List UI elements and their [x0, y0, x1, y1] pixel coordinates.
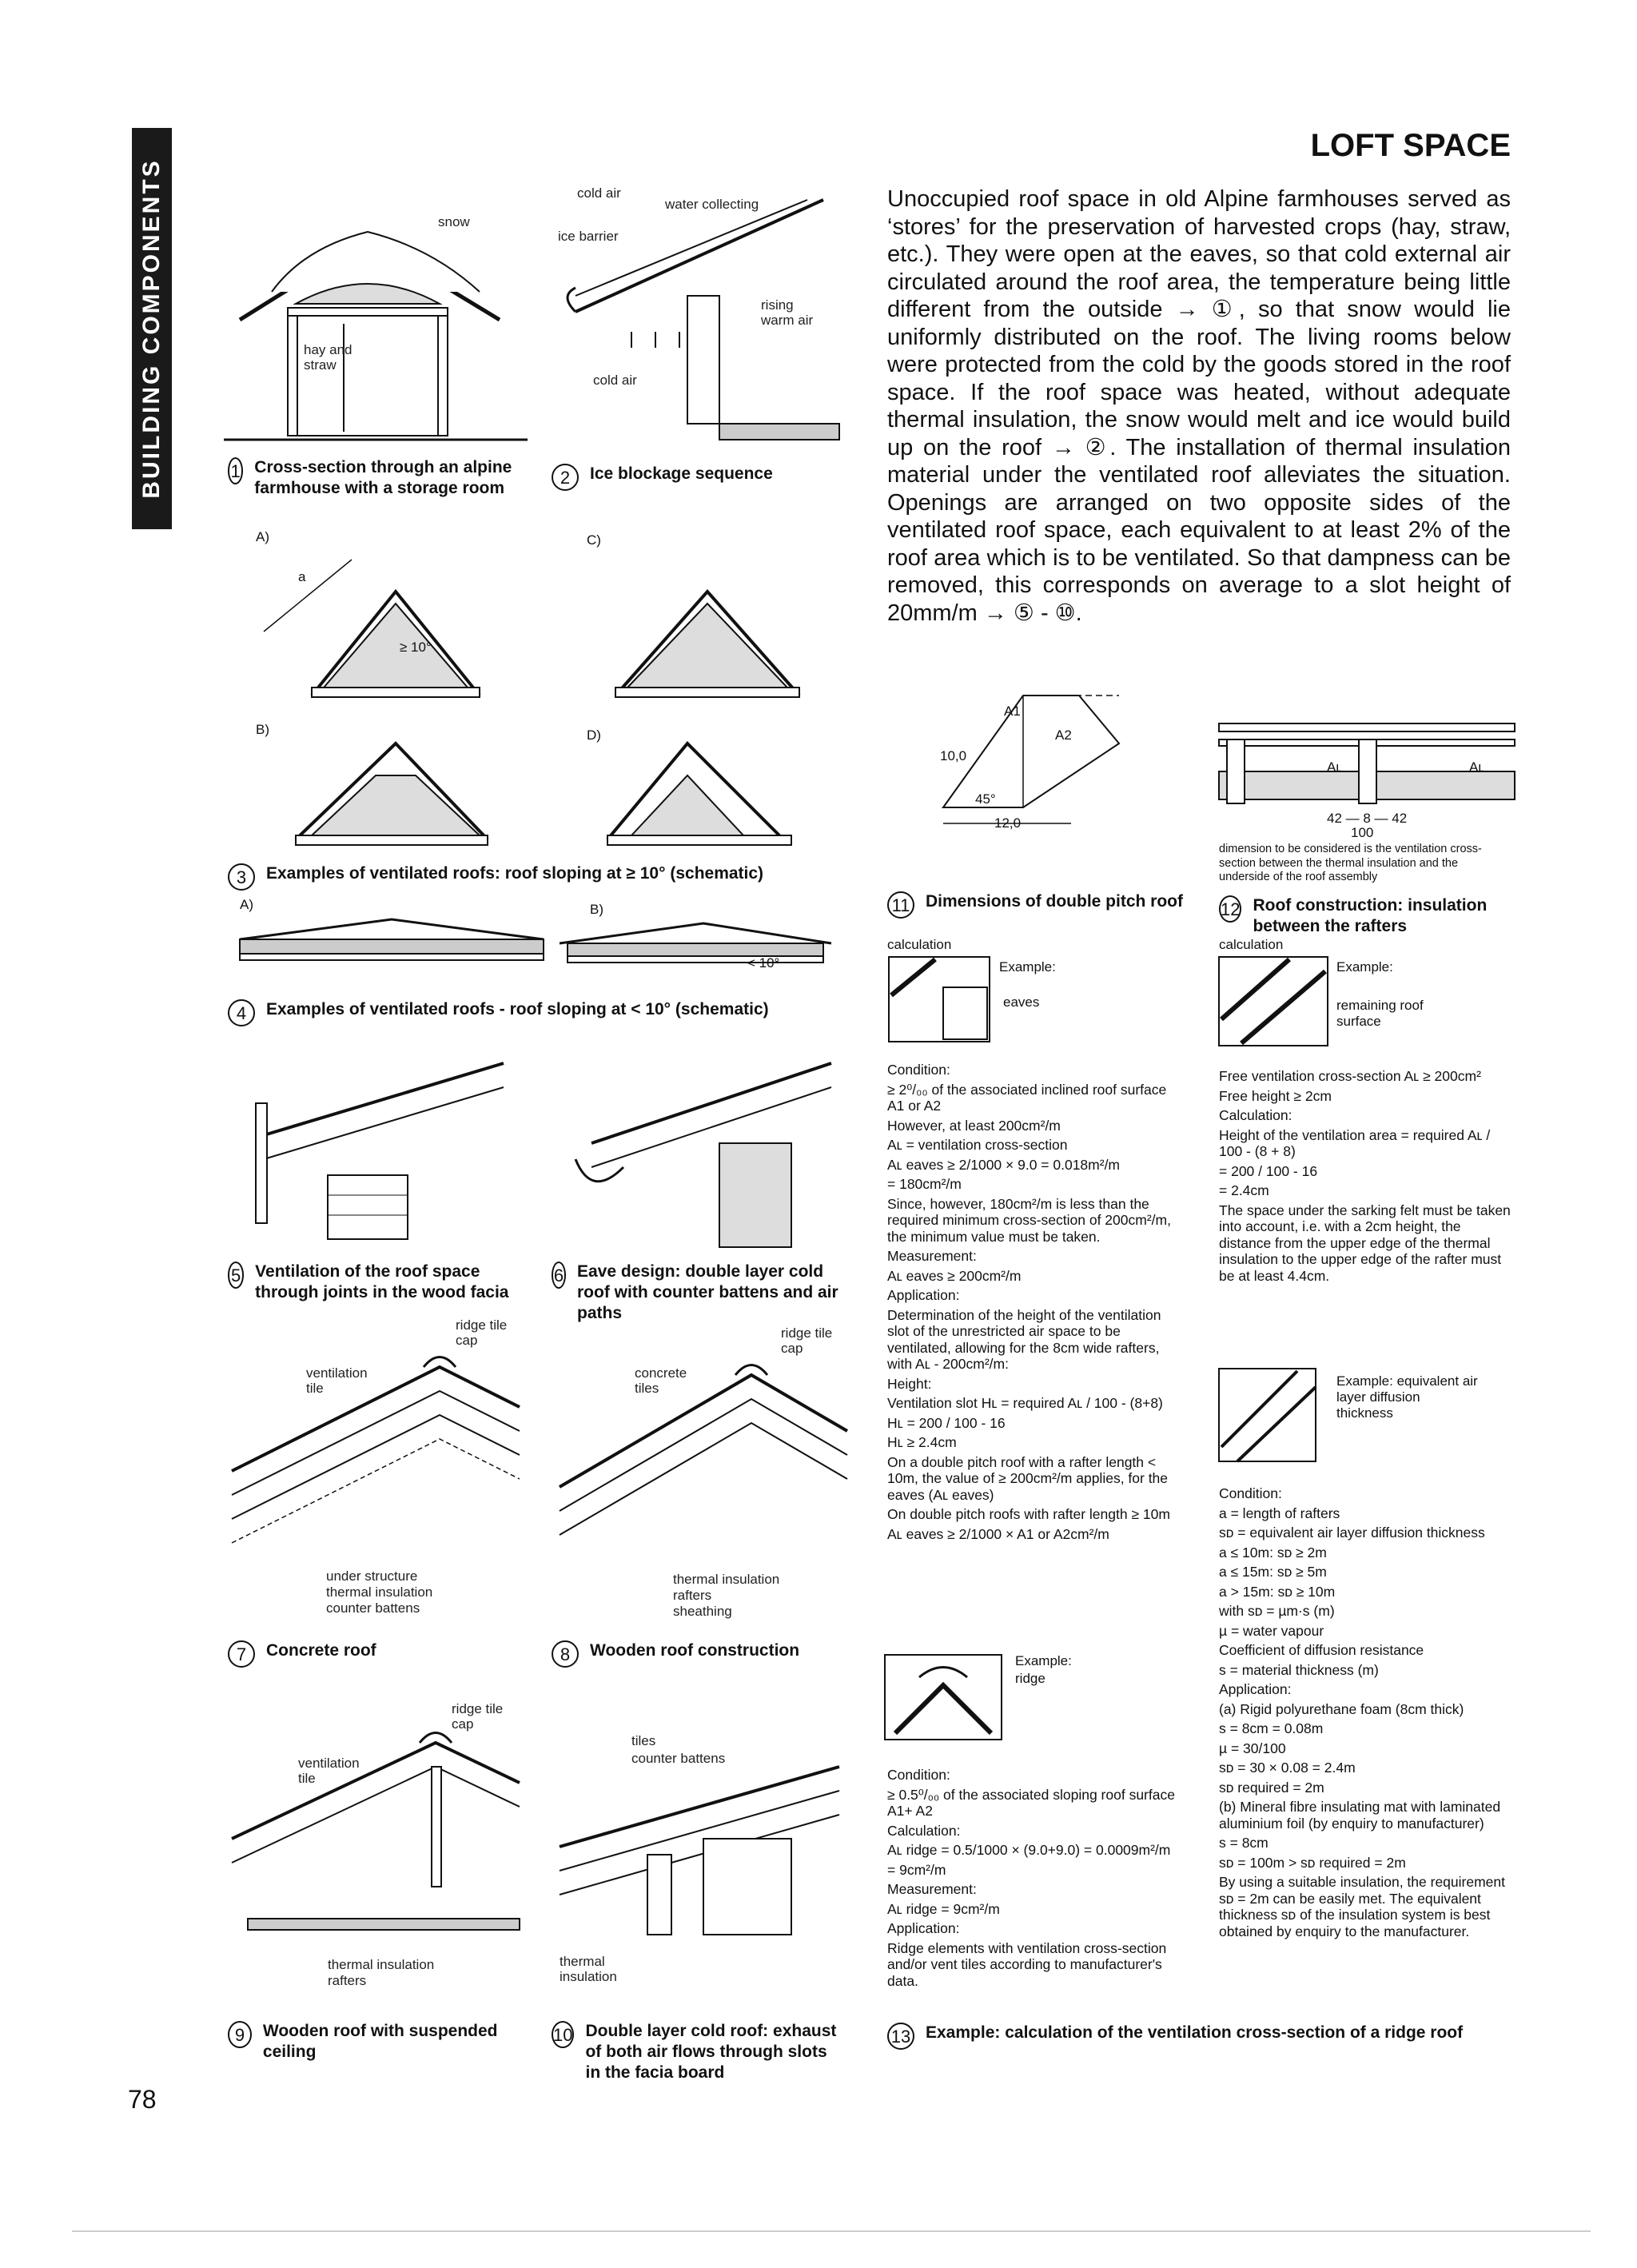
fig7-label-under: under structure: [326, 1568, 418, 1584]
calc-left-block1-line: On a double pitch roof with a rafter length < 10m, the value of ≥ 200cm²/m applies, for the eaves (Aʟ eaves): [887, 1453, 1169, 1503]
fig12-dims: 42 — 8 — 42: [1327, 811, 1408, 826]
fig10-number: 10: [552, 2021, 574, 2048]
fig4-angle: < 10°: [747, 955, 780, 971]
calc-right-block1-line: Free height ≥ 2cm: [1219, 1087, 1332, 1104]
eaves-example-icon: [887, 955, 991, 1043]
calc-left-block2-line: Condition:: [887, 1767, 950, 1783]
fig8-number: 8: [552, 1640, 579, 1668]
fig6-caption: Eave design: double layer cold roof with counter battens and air paths: [577, 1262, 838, 1322]
calc-right-block2-line: s = 8cm = 0.08m: [1219, 1720, 1324, 1736]
calc-left-example-label: Example:: [999, 959, 1056, 975]
calc-left-block2-line: Measurement:: [887, 1881, 977, 1897]
calc-right-block2-line: µ = water vapour: [1219, 1622, 1324, 1639]
calc-left-block1-line: Hʟ ≥ 2.4cm: [887, 1434, 957, 1450]
fig6-number: 6: [552, 1262, 566, 1289]
calc-left-block1-line: On double pitch roofs with rafter length ≥ 10m: [887, 1506, 1170, 1522]
fig3-roof-a-drawing: [248, 544, 520, 719]
calc-left-block1-line: Determination of the height of the ventilation slot of the unrestricted air space to be ventilated, allowing for the 8cm wide rafters, with Aʟ - 200cm²/m:: [887, 1306, 1161, 1372]
calc-left-block1-line: Measurement:: [887, 1248, 977, 1264]
calc-right-block2-line: Condition:: [1219, 1485, 1282, 1501]
fig3-roof-b-drawing: [248, 719, 520, 871]
fig2-caption: Ice blockage sequence: [590, 464, 773, 483]
fig5-caption: Ventilation of the roof space through joints in the wood facia: [255, 1262, 509, 1301]
intro-paragraph: Unoccupied roof space in old Alpine farmhouses served as ‘stores’ for the preservation of harvested crops (hay, straw, etc.). They were open at the eaves, so that cold external air circulated around the roof area, the temperature being little different from the outside → ①, so that snow would lie uniformly distributed on the roof. The living rooms below were protected from the cold by the goods stored in the roof space. If the roof space was heated, without adequate thermal insulation, the snow would melt and ice would build up on the roof → ②. The installation of thermal insulation material under the ventilated roof alleviates the situation. Openings are arranged on two opposite sides of the ventilated roof space, each equivalent to at least 2% of the roof area which is to be ventilated. So that dampness can be removed, this corresponds on average to a slot height of 20mm/m → ⑤ - ⑩.: [887, 186, 1511, 626]
fig12-al-right: Aʟ: [1469, 759, 1484, 775]
calc-left-block2-line: Application:: [887, 1920, 960, 1936]
fig3-label-c: C): [587, 532, 601, 548]
fig8-ridge-label: ridge tile cap: [781, 1325, 833, 1356]
fig8-caption: Wooden roof construction: [590, 1641, 800, 1660]
calc-left-block2-line: Ridge elements with ventilation cross-section and/or vent tiles according to manufacturer's data.: [887, 1939, 1167, 1989]
fig11-angle: 45°: [975, 791, 996, 807]
calc-right-block1-line: = 200 / 100 - 16: [1219, 1162, 1318, 1179]
calc-left-block2-line: Calculation:: [887, 1822, 961, 1839]
fig1-caption: Cross-section through an alpine farmhouse with a storage room: [254, 458, 512, 497]
fig13-number: 13: [887, 2023, 914, 2050]
calc-left-block1-line: Ventilation slot Hʟ = required Aʟ / 100 - (8+8): [887, 1395, 1163, 1411]
fig7-concrete-roof-drawing: [224, 1343, 528, 1591]
calc-left-block1-line: ≥ 2⁰/₀₀ of the associated inclined roof surface A1 or A2: [887, 1081, 1167, 1114]
calc-right-block2-line: s = material thickness (m): [1219, 1661, 1379, 1678]
fig11-a2: A2: [1055, 727, 1072, 743]
calc-left-block1-line: = 180cm²/m: [887, 1176, 962, 1192]
fig12-total: 100: [1351, 825, 1374, 840]
calc-right-diffusion-label: Example: equivalent air layer diffusion thickness: [1336, 1373, 1478, 1421]
calc-left-block1-line: Aʟ = ventilation cross-section: [887, 1137, 1068, 1153]
fig3-caption: Examples of ventilated roofs: roof sloping at ≥ 10° (schematic): [266, 864, 764, 883]
fig5-facia-drawing: [232, 1055, 520, 1247]
fig1-hay-label: hay and straw: [304, 342, 352, 373]
fig8-wooden-roof-drawing: [552, 1351, 855, 1583]
fig11-caption: Dimensions of double pitch roof: [926, 892, 1183, 911]
fig10-caption: Double layer cold roof: exhaust of both air flows through slots in the facia board: [585, 2022, 837, 2082]
fig11-dim-height: 10,0: [940, 748, 967, 763]
calc-left-block1-line: Height:: [887, 1375, 932, 1392]
calc-right-block2-line: sᴅ = 30 × 0.08 = 2.4m: [1219, 1760, 1356, 1776]
fig12-note: dimension to be considered is the ventilation cross-section between the thermal insulation and the underside of the roof assembly: [1219, 843, 1482, 883]
calc-right-block2-line: a > 15m: sᴅ ≥ 10m: [1219, 1583, 1336, 1600]
fig4-label-b: B): [590, 902, 603, 917]
fig8-label-sheathing: sheathing: [673, 1604, 732, 1619]
calc-right-block1-line: = 2.4cm: [1219, 1182, 1269, 1198]
fig2-number: 2: [552, 464, 579, 491]
fig1-farmhouse-drawing: [224, 216, 528, 456]
calc-right-example-label: Example:: [1336, 959, 1393, 975]
fig6-eave-drawing: [560, 1047, 847, 1255]
fig10-cold-roof-drawing: [552, 1751, 855, 1951]
calc-left-block1-line: However, at least 200cm²/m: [887, 1117, 1061, 1134]
fig3-label-b: B): [256, 722, 269, 737]
calc-right-block2-line: By using a suitable insulation, the requirement sᴅ = 2m can be easily met. The equivalent thickness sᴅ of the insulation system is best obtained by enquiry to the manufacturer.: [1219, 1874, 1505, 1939]
page-bottom-rule: [72, 2230, 1591, 2232]
fig7-label-battens: counter battens: [326, 1600, 420, 1616]
section-tab-label: BUILDING COMPONENTS: [138, 158, 165, 499]
calc-right-block2-line: Application:: [1219, 1681, 1292, 1697]
calc-right-block2-line: with sᴅ = µm·s (m): [1219, 1603, 1335, 1619]
fig1-number: 1: [228, 457, 243, 484]
fig9-vent-label: ventilation tile: [298, 1756, 360, 1786]
calc-right-block1-line: Free ventilation cross-section Aʟ ≥ 200cm²: [1219, 1068, 1481, 1084]
calc-right-block2-line: sᴅ = 100m > sᴅ required = 2m: [1219, 1854, 1406, 1871]
calc-left-block1-line: Aʟ eaves ≥ 200cm²/m: [887, 1267, 1022, 1284]
fig1-snow-label: snow: [438, 214, 470, 229]
fig4-roof-b-drawing: [560, 911, 863, 991]
calc-right-block1: [1219, 1068, 1511, 1287]
calc-right-block2-line: a ≤ 10m: sᴅ ≥ 2m: [1219, 1544, 1327, 1560]
calc-right-remaining-label: remaining roof surface: [1336, 998, 1424, 1029]
fig2-cold-air-bottom: cold air: [593, 373, 637, 388]
fig10-battens-label: counter battens: [631, 1751, 726, 1766]
calc-left-block1-line: Condition:: [887, 1062, 950, 1078]
remaining-roof-example-icon: [1217, 955, 1329, 1047]
calc-right-block2-line: sᴅ required = 2m: [1219, 1779, 1324, 1796]
page-number: 78: [128, 2085, 157, 2114]
calc-right-block2-line: µ = 30/100: [1219, 1740, 1286, 1756]
calc-left-block1-line: Aʟ eaves ≥ 2/1000 × 9.0 = 0.018m²/m: [887, 1156, 1121, 1173]
calc-left-block1: [887, 1062, 1183, 1545]
fig2-ice-barrier: ice barrier: [558, 229, 619, 244]
fig3-dim-a: a: [298, 569, 306, 584]
page-title: LOFT SPACE: [1310, 128, 1511, 163]
fig10-tiles-label: tiles: [631, 1733, 656, 1748]
fig9-label-rafters: rafters: [328, 1973, 367, 1988]
fig5-number: 5: [228, 1262, 244, 1289]
fig11-a1: A1: [1004, 704, 1021, 719]
calc-left-block2-line: Aʟ ridge = 9cm²/m: [887, 1900, 1000, 1917]
fig3-label-d: D): [587, 727, 601, 743]
calc-left-block1-line: Since, however, 180cm²/m is less than the required minimum cross-section of 200cm²/m, the minimum value must be taken.: [887, 1195, 1171, 1245]
calc-left-eaves-label: eaves: [1003, 994, 1040, 1010]
fig12-number: 12: [1219, 895, 1241, 923]
fig9-number: 9: [228, 2021, 252, 2048]
diffusion-example-icon: [1217, 1367, 1317, 1463]
fig4-caption: Examples of ventilated roofs - roof sloping at < 10° (schematic): [266, 1000, 769, 1018]
fig7-ridge-label: ridge tile cap: [456, 1317, 508, 1348]
fig10-thermal-label: thermal insulation: [560, 1954, 617, 1984]
fig9-ridge-label: ridge tile cap: [452, 1701, 504, 1732]
calc-right-block2-line: sᴅ = equivalent air layer diffusion thickness: [1219, 1525, 1485, 1541]
fig12-caption: Roof construction: insulation between the rafters: [1253, 896, 1488, 935]
calc-left-block2: [887, 1767, 1183, 1992]
calc-left-block1-line: Application:: [887, 1287, 960, 1303]
fig11-dim-width: 12,0: [994, 815, 1022, 831]
fig4-label-a: A): [240, 897, 253, 912]
fig3-angle: ≥ 10°: [400, 640, 432, 655]
calc-left-heading: calculation: [887, 937, 952, 952]
calc-right-block2-line: (b) Mineral fibre insulating mat with laminated aluminium foil (by enquiry to manufacturer): [1219, 1799, 1501, 1832]
fig7-vent-label: ventilation tile: [306, 1365, 368, 1396]
fig3-roof-d-drawing: [576, 719, 847, 871]
calc-right-block2-line: s = 8cm: [1219, 1835, 1269, 1851]
calc-right-block2-line: (a) Rigid polyurethane foam (8cm thick): [1219, 1700, 1464, 1717]
fig7-number: 7: [228, 1640, 255, 1668]
fig4-roof-a-drawing: [232, 911, 552, 975]
section-tab: [132, 128, 172, 529]
fig8-label-rafters: rafters: [673, 1588, 712, 1603]
fig11-double-pitch-drawing: [927, 648, 1167, 831]
fig8-label-thermal: thermal insulation: [673, 1572, 780, 1587]
fig3-number: 3: [228, 863, 255, 891]
fig3-label-a: A): [256, 529, 269, 544]
fig3-roof-c-drawing: [576, 544, 847, 719]
fig11-number: 11: [887, 891, 914, 919]
fig2-water-collecting: water collecting: [665, 197, 759, 212]
calc-right-block1-line: The space under the sarking felt must be taken into account, i.e. with a 2cm height, the distance from the upper edge of the thermal insulation to the upper edge of the rafter must be at least 4.4cm.: [1219, 1202, 1511, 1284]
calc-right-block1-line: Calculation:: [1219, 1107, 1292, 1123]
calc-left-block2-line: Aʟ ridge = 0.5/1000 × (9.0+9.0) = 0.0009m²/m: [887, 1842, 1171, 1858]
calc-right-block2: [1219, 1485, 1511, 1943]
ridge-example-icon: [883, 1653, 1003, 1741]
calc-left-block2-line: = 9cm²/m: [887, 1861, 946, 1878]
calc-left-block2-line: ≥ 0.5⁰/₀₀ of the associated sloping roof surface A1+ A2: [887, 1786, 1175, 1819]
fig12-al-left: Aʟ: [1327, 759, 1342, 775]
calc-left-block1-line: Aʟ eaves ≥ 2/1000 × A1 or A2cm²/m: [887, 1525, 1109, 1542]
calc-left-block1-line: Hʟ = 200 / 100 - 16: [887, 1414, 1006, 1431]
calc-right-block2-line: a = length of rafters: [1219, 1505, 1340, 1521]
calc-right-block1-line: Height of the ventilation area = required Aʟ / 100 - (8 + 8): [1219, 1126, 1491, 1159]
fig9-label-thermal: thermal insulation: [328, 1957, 435, 1972]
calc-right-block2-line: Coefficient of diffusion resistance: [1219, 1642, 1424, 1658]
fig2-cold-air-top: cold air: [577, 185, 621, 201]
fig13-caption: Example: calculation of the ventilation cross-section of a ridge roof: [926, 2023, 1464, 2042]
calc-left-ridge-example: Example:: [1015, 1653, 1072, 1668]
calc-right-heading: calculation: [1219, 937, 1284, 952]
fig9-caption: Wooden roof with suspended ceiling: [262, 2022, 498, 2061]
fig7-caption: Concrete roof: [266, 1641, 376, 1660]
calc-right-block2-line: a ≤ 15m: sᴅ ≥ 5m: [1219, 1564, 1327, 1580]
fig7-label-thermal: thermal insulation: [326, 1584, 433, 1600]
fig4-number: 4: [228, 999, 255, 1026]
calc-left-ridge-label: ridge: [1015, 1671, 1046, 1686]
fig2-rising-warm-air: rising warm air: [761, 297, 814, 328]
fig8-concrete-label: concrete tiles: [635, 1365, 687, 1396]
fig9-suspended-ceiling-drawing: [224, 1719, 528, 1951]
